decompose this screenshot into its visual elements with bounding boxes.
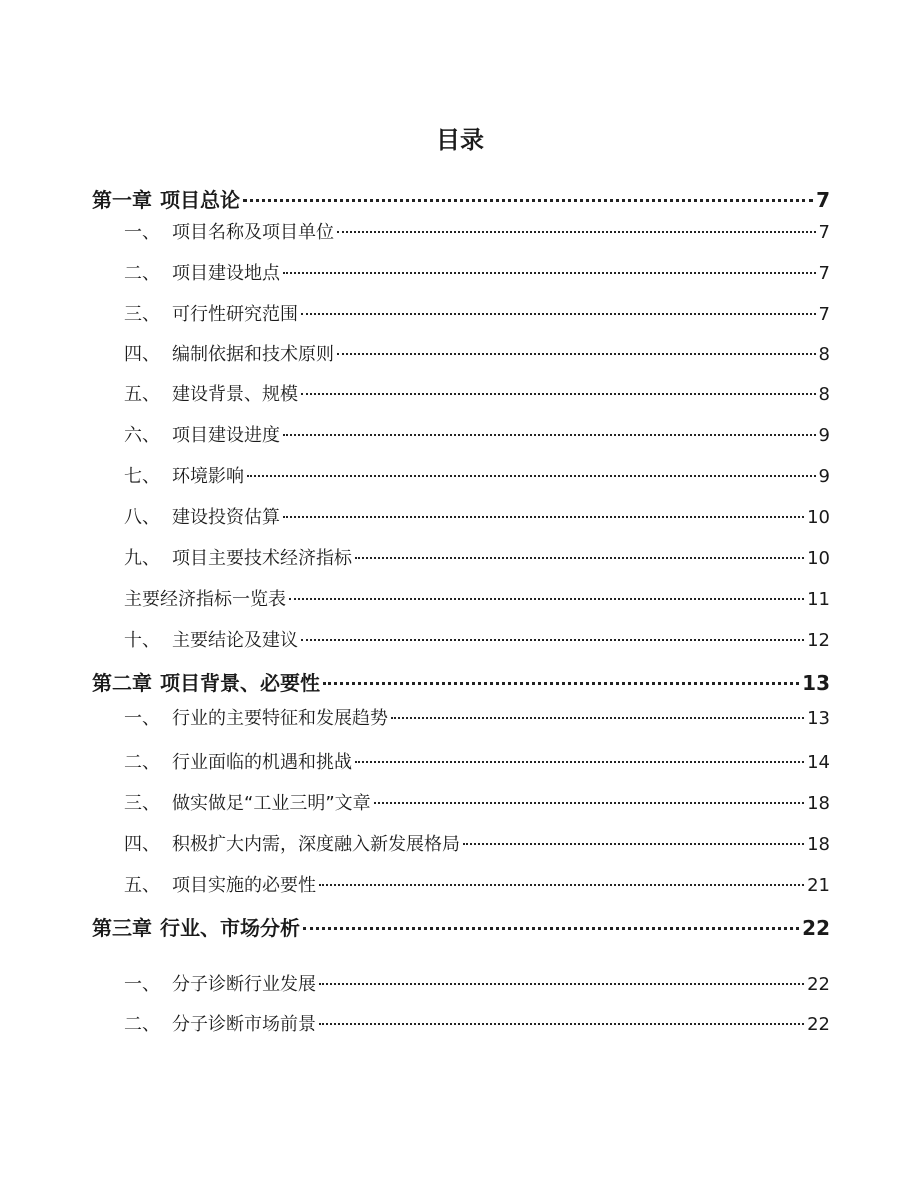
toc-entry-page: 9	[818, 466, 830, 487]
toc-section-entry[interactable]	[92, 380, 830, 406]
table-of-contents	[92, 0, 830, 1191]
toc-entry-title: 项目总论	[160, 188, 240, 212]
toc-entry-number: 三、	[124, 793, 160, 814]
toc-section-entry[interactable]	[92, 421, 830, 447]
toc-entry-title: 做实做足“工业三明”文章	[172, 793, 371, 814]
toc-section-entry[interactable]	[92, 340, 830, 366]
toc-entry-title: 可行性研究范围	[172, 304, 298, 325]
toc-entry-page: 13	[807, 708, 830, 729]
toc-entry-page: 10	[807, 507, 830, 528]
toc-chapter-entry[interactable]	[92, 667, 830, 696]
toc-chapter-entry[interactable]	[92, 912, 830, 941]
toc-entry-title: 行业、市场分析	[160, 916, 300, 940]
toc-entry-title: 分子诊断行业发展	[172, 974, 316, 995]
toc-entry-title: 主要经济指标一览表	[124, 589, 286, 610]
toc-entry-page: 9	[818, 425, 830, 446]
toc-entry-page: 14	[807, 752, 830, 773]
toc-section-entry[interactable]	[92, 1010, 830, 1036]
toc-entry-number: 第二章	[92, 671, 152, 695]
toc-entry-number: 四、	[124, 344, 160, 365]
toc-entry-page: 7	[818, 222, 830, 243]
toc-entry-title: 主要结论及建议	[172, 630, 298, 651]
toc-entry-page: 7	[818, 263, 830, 284]
toc-dot-leader	[463, 843, 804, 845]
toc-entry-title: 编制依据和技术原则	[172, 344, 334, 365]
toc-entry-number: 三、	[124, 304, 160, 325]
toc-entry-page: 22	[807, 1014, 830, 1035]
toc-entry-page: 18	[807, 793, 830, 814]
toc-dot-leader	[283, 434, 816, 436]
toc-dot-leader	[337, 231, 816, 233]
toc-entry-number: 四、	[124, 834, 160, 855]
toc-dot-leader	[243, 199, 813, 202]
toc-entry-title: 项目建设地点	[172, 263, 280, 284]
toc-dot-leader	[337, 353, 816, 355]
toc-entry-number: 一、	[124, 222, 160, 243]
toc-section-entry[interactable]	[92, 830, 830, 856]
toc-entry-number: 十、	[124, 630, 160, 651]
toc-entry-title: 积极扩大内需，深度融入新发展格局	[172, 834, 460, 855]
toc-dot-leader	[301, 313, 816, 315]
toc-entry-page: 7	[816, 188, 830, 212]
toc-entry-title: 项目主要技术经济指标	[172, 548, 352, 569]
toc-entry-number: 一、	[124, 974, 160, 995]
toc-entry-page: 22	[802, 916, 830, 940]
toc-dot-leader	[247, 475, 816, 477]
toc-section-entry[interactable]	[92, 704, 830, 730]
toc-section-entry[interactable]	[92, 300, 830, 326]
toc-entry-title: 项目实施的必要性	[172, 875, 316, 896]
toc-dot-leader	[323, 682, 799, 685]
toc-entry-page: 8	[818, 344, 830, 365]
toc-entry-title: 分子诊断市场前景	[172, 1014, 316, 1035]
toc-entry-page: 10	[807, 548, 830, 569]
toc-entry-number: 六、	[124, 425, 160, 446]
toc-dot-leader	[355, 761, 804, 763]
toc-chapter-entry[interactable]	[92, 184, 830, 213]
toc-entry-page: 21	[807, 875, 830, 896]
toc-entry-page: 11	[807, 589, 830, 610]
toc-entry-title: 项目背景、必要性	[160, 671, 320, 695]
toc-entry-title: 行业的主要特征和发展趋势	[172, 708, 388, 729]
toc-section-entry[interactable]	[92, 871, 830, 897]
toc-entry-page: 8	[818, 384, 830, 405]
toc-entry-number: 一、	[124, 708, 160, 729]
toc-dot-leader	[303, 927, 799, 930]
toc-entry-title: 环境影响	[172, 466, 244, 487]
toc-entry-page: 13	[802, 671, 830, 695]
toc-section-entry[interactable]	[92, 462, 830, 488]
toc-entry-title: 建设背景、规模	[172, 384, 298, 405]
toc-dot-leader	[391, 717, 804, 719]
toc-entry-title: 行业面临的机遇和挑战	[172, 752, 352, 773]
toc-dot-leader	[319, 884, 804, 886]
toc-dot-leader	[283, 272, 816, 274]
toc-entry-page: 12	[807, 630, 830, 651]
toc-entry-page: 7	[818, 304, 830, 325]
toc-dot-leader	[319, 1023, 804, 1025]
toc-dot-leader	[319, 983, 804, 985]
toc-section-entry[interactable]	[92, 748, 830, 774]
toc-entry-number: 第一章	[92, 188, 152, 212]
toc-entry-number: 二、	[124, 752, 160, 773]
toc-section-entry[interactable]	[92, 218, 830, 244]
toc-section-entry[interactable]	[92, 585, 830, 611]
toc-title: 目录	[436, 126, 484, 154]
toc-entry-title: 项目建设进度	[172, 425, 280, 446]
toc-section-entry[interactable]	[92, 503, 830, 529]
toc-dot-leader	[301, 393, 816, 395]
toc-entry-number: 七、	[124, 466, 160, 487]
toc-entry-page: 22	[807, 974, 830, 995]
toc-entry-number: 二、	[124, 263, 160, 284]
toc-entry-page: 18	[807, 834, 830, 855]
toc-dot-leader	[355, 557, 804, 559]
toc-dot-leader	[283, 516, 804, 518]
toc-section-entry[interactable]	[92, 970, 830, 996]
toc-entry-title: 建设投资估算	[172, 507, 280, 528]
toc-dot-leader	[374, 802, 804, 804]
toc-entry-number: 八、	[124, 507, 160, 528]
toc-entry-title: 项目名称及项目单位	[172, 222, 334, 243]
toc-section-entry[interactable]	[92, 626, 830, 652]
toc-section-entry[interactable]	[92, 544, 830, 570]
toc-entry-number: 第三章	[92, 916, 152, 940]
toc-entry-number: 二、	[124, 1014, 160, 1035]
toc-dot-leader	[301, 639, 804, 641]
toc-dot-leader	[289, 598, 804, 600]
toc-entry-number: 九、	[124, 548, 160, 569]
toc-entry-number: 五、	[124, 875, 160, 896]
toc-section-entry[interactable]	[92, 789, 830, 815]
toc-section-entry[interactable]	[92, 259, 830, 285]
toc-entry-number: 五、	[124, 384, 160, 405]
